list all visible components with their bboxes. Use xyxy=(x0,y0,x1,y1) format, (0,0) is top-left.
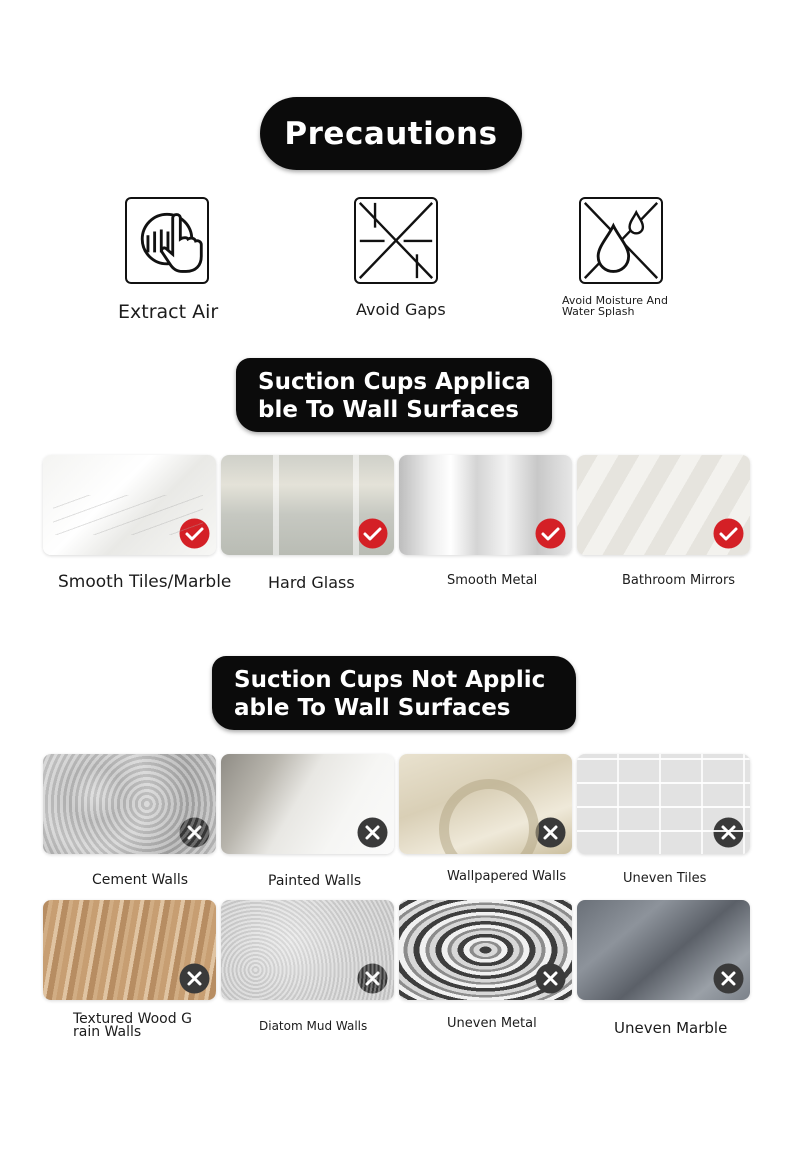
smooth-tiles-label: Smooth Tiles/Marble xyxy=(58,572,232,592)
smooth-metal-image xyxy=(399,455,572,555)
check-icon xyxy=(713,518,744,549)
painted-walls-image xyxy=(221,754,394,854)
cross-icon xyxy=(535,817,566,848)
uneven-tiles-image xyxy=(577,754,750,854)
precautions-title: Precautions xyxy=(260,97,522,170)
cross-icon xyxy=(713,963,744,994)
check-icon xyxy=(357,518,388,549)
check-icon xyxy=(179,518,210,549)
bathroom-mirrors-label: Bathroom Mirrors xyxy=(622,573,736,588)
textured-wood-image xyxy=(43,900,216,1000)
uneven-tiles-label: Uneven Tiles xyxy=(623,871,707,886)
uneven-metal-label: Uneven Metal xyxy=(447,1016,537,1031)
check-icon xyxy=(535,518,566,549)
avoid-gaps-label: Avoid Gaps xyxy=(356,300,446,319)
no-water-icon xyxy=(579,197,663,284)
cross-icon xyxy=(179,963,210,994)
hand-press-icon xyxy=(125,197,209,284)
smooth-tiles-image xyxy=(43,455,216,555)
diatom-mud-label: Diatom Mud Walls xyxy=(259,1019,368,1033)
cement-walls-image xyxy=(43,754,216,854)
wallpapered-walls-image xyxy=(399,754,572,854)
hard-glass-label: Hard Glass xyxy=(268,573,355,592)
hard-glass-image xyxy=(221,455,394,555)
cement-walls-label: Cement Walls xyxy=(92,872,189,888)
painted-walls-label: Painted Walls xyxy=(268,873,362,889)
avoid-moisture-label: Avoid Moisture And Water Splash xyxy=(562,294,668,318)
uneven-marble-label: Uneven Marble xyxy=(614,1019,728,1037)
cross-icon xyxy=(357,963,388,994)
cross-icon xyxy=(357,817,388,848)
smooth-metal-label: Smooth Metal xyxy=(447,573,538,588)
not-applicable-title: Suction Cups Not Applic able To Wall Surfaces xyxy=(212,656,576,730)
wallpapered-walls-label: Wallpapered Walls xyxy=(447,869,567,884)
uneven-metal-image xyxy=(399,900,572,1000)
applicable-title: Suction Cups Applica ble To Wall Surfaces xyxy=(236,358,552,432)
diatom-mud-image xyxy=(221,900,394,1000)
cross-icon xyxy=(179,817,210,848)
bathroom-mirrors-image xyxy=(577,455,750,555)
extract-air-label: Extract Air xyxy=(118,301,219,323)
uneven-marble-image xyxy=(577,900,750,1000)
cross-icon xyxy=(535,963,566,994)
gap-cross-icon xyxy=(354,197,438,284)
cross-icon xyxy=(713,817,744,848)
textured-wood-label: Textured Wood G rain Walls xyxy=(73,1011,192,1040)
